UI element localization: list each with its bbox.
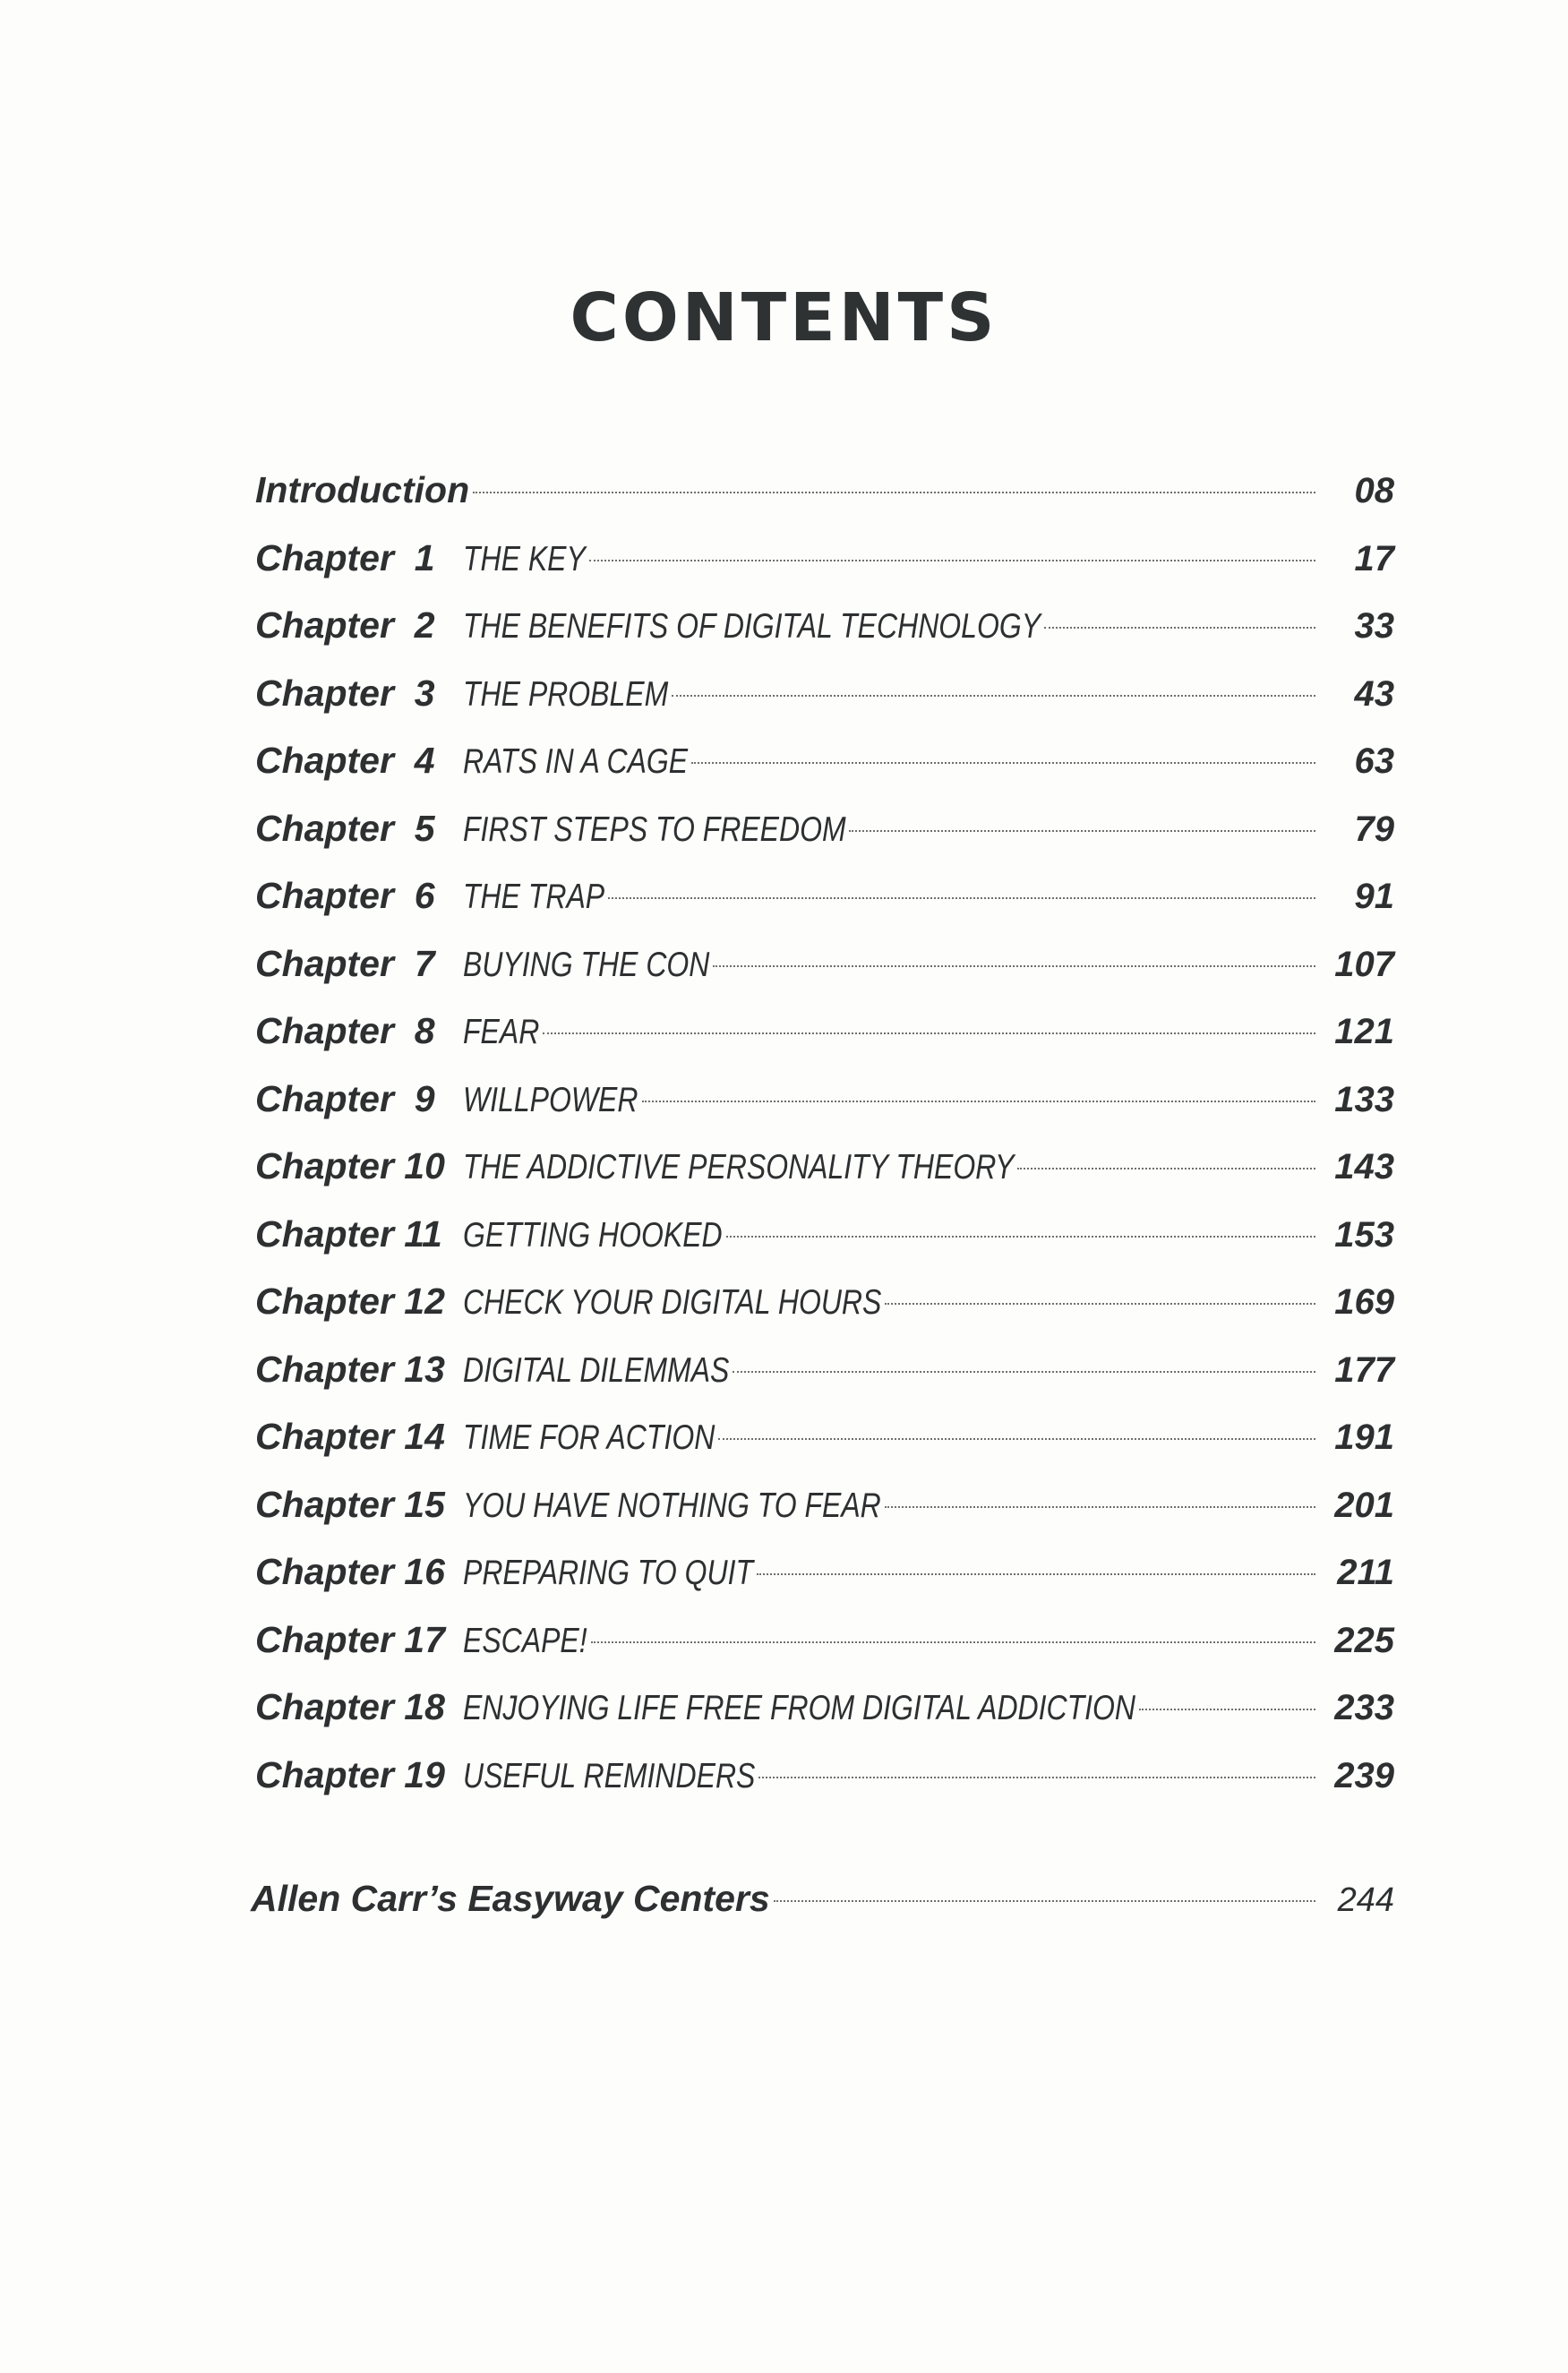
page-number: 191	[1334, 1418, 1394, 1457]
dot-leader	[718, 1438, 1315, 1440]
chapter-title: FEAR	[463, 1013, 540, 1051]
toc-entry-chapter[interactable]	[255, 592, 1394, 660]
toc-entry-chapter[interactable]	[255, 727, 1394, 795]
toc-entry-chapter[interactable]	[255, 1674, 1394, 1742]
chapter-title: BUYING THE CON	[463, 945, 710, 984]
page-number: 177	[1334, 1349, 1394, 1390]
table-of-contents	[255, 457, 1394, 1809]
page-number: 133	[1334, 1079, 1394, 1119]
chapter-label: Chapter 14	[255, 1416, 445, 1457]
dot-leader	[591, 1641, 1315, 1643]
chapter-label: Chapter 10	[255, 1145, 445, 1186]
page-number: 211	[1337, 1553, 1394, 1592]
page-number: 121	[1334, 1012, 1394, 1051]
chapter-title: THE PROBLEM	[463, 674, 669, 714]
page-number: 201	[1334, 1485, 1394, 1525]
toc-entry-chapter[interactable]	[255, 1336, 1394, 1404]
chapter-title: THE BENEFITS OF DIGITAL TECHNOLOGY	[463, 607, 1041, 646]
chapter-title: PREPARING TO QUIT	[463, 1554, 753, 1592]
dot-leader	[757, 1573, 1315, 1575]
dot-leader	[774, 1900, 1315, 1902]
chapter-label: Chapter 7	[255, 942, 435, 984]
toc-entry-introduction[interactable]	[255, 457, 1394, 525]
chapter-title: RATS IN A CAGE	[463, 742, 689, 781]
page-number: 143	[1334, 1147, 1394, 1186]
toc-entry-chapter[interactable]	[255, 525, 1394, 593]
chapter-title: ESCAPE!	[463, 1621, 587, 1660]
dot-leader	[713, 965, 1315, 967]
dot-leader	[849, 830, 1315, 832]
dot-leader	[733, 1371, 1315, 1373]
page-number: 244	[1337, 1881, 1394, 1919]
chapter-label: Chapter 13	[255, 1348, 445, 1390]
chapter-title: TIME FOR ACTION	[463, 1418, 715, 1457]
toc-entry-centers[interactable]	[251, 1863, 1394, 1934]
toc-entry-chapter[interactable]	[255, 1403, 1394, 1471]
dot-leader	[473, 492, 1315, 493]
dot-leader	[758, 1777, 1315, 1778]
toc-entry-chapter[interactable]	[255, 1538, 1394, 1606]
introduction-label: Introduction	[255, 469, 470, 510]
chapter-label: Chapter 6	[255, 875, 435, 916]
chapter-label: Chapter 4	[255, 740, 435, 781]
page-number: 08	[1354, 471, 1394, 510]
page-number: 43	[1354, 673, 1394, 714]
chapter-label: Chapter 18	[255, 1686, 445, 1727]
chapter-title: FIRST STEPS TO FREEDOM	[463, 810, 846, 849]
chapter-label: Chapter 15	[255, 1483, 445, 1525]
page-number: 33	[1354, 606, 1394, 646]
chapter-label: Chapter 9	[255, 1077, 435, 1119]
toc-entry-chapter[interactable]	[255, 795, 1394, 863]
chapter-label: Chapter 2	[255, 604, 435, 646]
page-number: 91	[1354, 877, 1394, 916]
chapter-title: THE TRAP	[463, 878, 605, 916]
chapter-title: WILLPOWER	[463, 1080, 638, 1119]
chapter-title: YOU HAVE NOTHING TO FEAR	[463, 1486, 881, 1525]
dot-leader	[1017, 1168, 1315, 1169]
chapter-label: Chapter 8	[255, 1010, 435, 1051]
chapter-label: Chapter 12	[255, 1281, 445, 1322]
chapter-title: THE KEY	[463, 539, 586, 578]
chapter-label: Chapter 19	[255, 1753, 445, 1795]
toc-entry-chapter[interactable]	[255, 1201, 1394, 1269]
toc-entry-chapter[interactable]	[255, 660, 1394, 728]
chapter-label: Chapter 3	[255, 672, 435, 714]
page-number: 63	[1354, 741, 1394, 781]
toc-entry-chapter[interactable]	[255, 930, 1394, 998]
dot-leader	[642, 1101, 1315, 1102]
page-number: 169	[1334, 1282, 1394, 1322]
chapter-label: Chapter 1	[255, 536, 435, 578]
page-number: 153	[1334, 1214, 1394, 1255]
dot-leader	[1139, 1709, 1315, 1710]
chapter-label: Chapter 5	[255, 807, 435, 849]
dot-leader	[672, 695, 1315, 697]
chapter-label: Chapter 11	[255, 1212, 442, 1255]
back-matter	[251, 1863, 1394, 1934]
dot-leader	[589, 560, 1315, 561]
chapter-title: CHECK YOUR DIGITAL HOURS	[463, 1283, 882, 1322]
centers-label: Allen Carr’s Easyway Centers	[251, 1878, 770, 1919]
toc-entry-chapter[interactable]	[255, 1268, 1394, 1336]
chapter-title: ENJOYING LIFE FREE FROM DIGITAL ADDICTION	[463, 1689, 1136, 1727]
dot-leader	[885, 1303, 1315, 1305]
chapter-list	[255, 525, 1394, 1810]
toc-entry-chapter[interactable]	[255, 1133, 1394, 1201]
dot-leader	[543, 1032, 1315, 1034]
dot-leader	[691, 762, 1315, 764]
chapter-title: DIGITAL DILEMMAS	[463, 1350, 730, 1390]
page-number: 107	[1334, 944, 1394, 984]
toc-entry-chapter[interactable]	[255, 1606, 1394, 1675]
toc-entry-chapter[interactable]	[255, 1742, 1394, 1810]
dot-leader	[726, 1236, 1315, 1238]
chapter-title: GETTING HOOKED	[463, 1215, 723, 1255]
toc-entry-chapter[interactable]	[255, 1471, 1394, 1539]
toc-entry-chapter[interactable]	[255, 1066, 1394, 1134]
page-number: 239	[1334, 1755, 1394, 1795]
chapter-title: THE ADDICTIVE PERSONALITY THEORY	[463, 1148, 1015, 1186]
page-number: 233	[1334, 1688, 1394, 1727]
chapter-title: USEFUL REMINDERS	[463, 1756, 756, 1795]
chapter-label: Chapter 16	[255, 1551, 445, 1592]
page-number: 17	[1354, 538, 1394, 578]
dot-leader	[1044, 627, 1315, 629]
toc-entry-chapter[interactable]	[255, 998, 1394, 1066]
toc-entry-chapter[interactable]	[255, 862, 1394, 930]
dot-leader	[885, 1506, 1315, 1508]
dot-leader	[608, 897, 1315, 899]
page-title: CONTENTS	[570, 279, 998, 356]
chapter-label: Chapter 17	[255, 1618, 445, 1660]
page-number: 79	[1354, 809, 1394, 849]
page-number: 225	[1334, 1620, 1394, 1660]
